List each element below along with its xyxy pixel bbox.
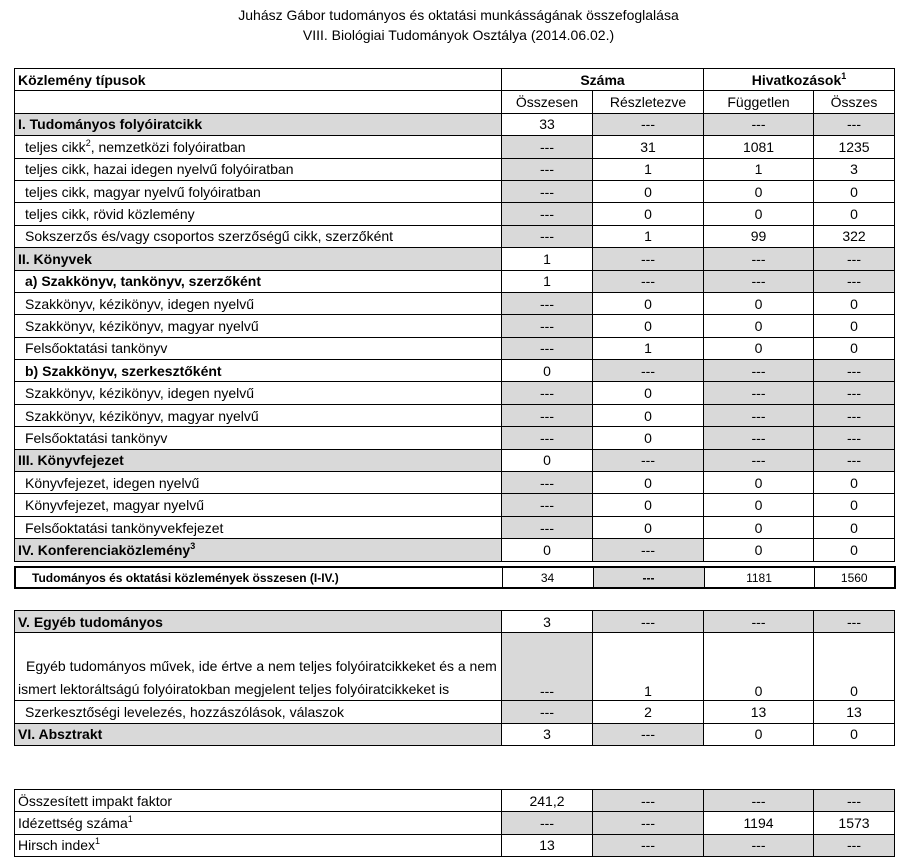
cell-osszesen: --- xyxy=(502,633,593,701)
cell-osszes: 0 xyxy=(814,539,895,561)
row-label: Felsőoktatási tankönyv xyxy=(15,427,502,449)
row-label: teljes cikk, hazai idegen nyelvű folyóiratban xyxy=(15,158,502,180)
cell-fuggetlen: 0 xyxy=(704,633,814,701)
row-label: Szakkönyv, kézikönyv, magyar nyelvű xyxy=(15,404,502,426)
summary-fuggetlen: 1181 xyxy=(704,567,814,588)
table-row xyxy=(15,270,895,292)
header-kozlemeny-tipusok: Közlemény típusok xyxy=(15,69,502,91)
row-label: Szakkönyv, kézikönyv, magyar nyelvű xyxy=(15,315,502,337)
cell-osszes: 0 xyxy=(814,516,895,538)
cell-osszesen: --- xyxy=(502,701,593,723)
row-label: II. Könyvek xyxy=(15,248,502,270)
table-row xyxy=(15,225,895,247)
cell-reszletezve: --- xyxy=(593,113,704,135)
row-label: VI. Absztrakt xyxy=(15,723,502,745)
cell-osszes: 0 xyxy=(814,723,895,745)
summary-osszes: 1560 xyxy=(814,567,895,588)
cell-osszes: --- xyxy=(814,404,895,426)
cell-fuggetlen: --- xyxy=(704,449,814,471)
cell-fuggetlen: 0 xyxy=(704,494,814,516)
cell-reszletezve: --- xyxy=(593,539,704,561)
table-row xyxy=(15,136,895,158)
row-label: V. Egyéb tudományos xyxy=(15,611,502,633)
cell-osszes: 322 xyxy=(814,225,895,247)
cell-reszletezve: 0 xyxy=(593,516,704,538)
row-label: Felsőoktatási tankönyvekfejezet xyxy=(15,516,502,538)
cell-fuggetlen: --- xyxy=(704,790,814,812)
cell-osszesen: --- xyxy=(502,427,593,449)
table-row xyxy=(15,203,895,225)
impact-table xyxy=(14,789,895,857)
cell-reszletezve: 2 xyxy=(593,701,704,723)
cell-osszes: --- xyxy=(814,248,895,270)
table-row xyxy=(15,427,895,449)
cell-fuggetlen: 1 xyxy=(704,158,814,180)
cell-osszesen: 13 xyxy=(502,834,593,856)
row-label: Hirsch index$^1$ xyxy=(15,834,502,856)
table-row xyxy=(15,315,895,337)
cell-osszesen: --- xyxy=(502,812,593,834)
row-label: Egyéb tudományos művek, ide értve a nem teljes folyóiratcikkeket és a nem ismert lektoráltságú folyóiratokban megjelent teljes folyóiratcikkeket is xyxy=(15,633,502,701)
row-label: I. Tudományos folyóiratcikk xyxy=(15,113,502,135)
cell-osszes: --- xyxy=(814,611,895,633)
cell-fuggetlen: --- xyxy=(704,360,814,382)
table-row xyxy=(15,516,895,538)
table-row xyxy=(15,449,895,471)
cell-reszletezve: --- xyxy=(593,834,704,856)
table-row xyxy=(15,337,895,359)
cell-osszes: 0 xyxy=(814,315,895,337)
header-osszes: Összes xyxy=(814,91,895,113)
cell-osszesen: --- xyxy=(502,136,593,158)
header-row-2 xyxy=(15,91,895,113)
cell-osszes: 3 xyxy=(814,158,895,180)
cell-fuggetlen: 0 xyxy=(704,203,814,225)
table-row xyxy=(15,701,895,723)
table-row xyxy=(15,539,895,561)
table-row xyxy=(15,472,895,494)
cell-osszesen: --- xyxy=(502,158,593,180)
table-row xyxy=(15,382,895,404)
cell-reszletezve: 0 xyxy=(593,203,704,225)
cell-osszesen: --- xyxy=(502,472,593,494)
cell-reszletezve: 1 xyxy=(593,158,704,180)
cell-osszesen: --- xyxy=(502,404,593,426)
cell-osszes: 0 xyxy=(814,633,895,701)
cell-fuggetlen: --- xyxy=(704,834,814,856)
main-table xyxy=(14,68,895,562)
cell-fuggetlen: --- xyxy=(704,404,814,426)
cell-osszesen: 1 xyxy=(502,270,593,292)
row-label: Szakkönyv, kézikönyv, idegen nyelvű xyxy=(15,292,502,314)
table-row xyxy=(15,834,895,856)
row-label: Szakkönyv, kézikönyv, idegen nyelvű xyxy=(15,382,502,404)
cell-reszletezve: 0 xyxy=(593,404,704,426)
cell-fuggetlen: --- xyxy=(704,113,814,135)
cell-fuggetlen: --- xyxy=(704,382,814,404)
cell-reszletezve: 0 xyxy=(593,472,704,494)
cell-osszes: 1573 xyxy=(814,812,895,834)
cell-osszesen: --- xyxy=(502,315,593,337)
row-label: Sokszerzős és/vagy csoportos szerzőségű cikk, szerzőként xyxy=(15,225,502,247)
cell-osszesen: --- xyxy=(502,494,593,516)
row-label: Könyvfejezet, magyar nyelvű xyxy=(15,494,502,516)
cell-osszes: --- xyxy=(814,427,895,449)
table-row xyxy=(15,494,895,516)
cell-osszesen: 3 xyxy=(502,611,593,633)
row-label: Szerkesztőségi levelezés, hozzászólások, válaszok xyxy=(15,701,502,723)
cell-osszesen: 0 xyxy=(502,449,593,471)
table-row xyxy=(15,723,895,745)
cell-reszletezve: --- xyxy=(593,270,704,292)
cell-osszes: --- xyxy=(814,834,895,856)
header-fuggetlen: Független xyxy=(704,91,814,113)
cell-osszesen: --- xyxy=(502,382,593,404)
row-label: teljes cikk, magyar nyelvű folyóiratban xyxy=(15,180,502,202)
cell-fuggetlen: 0 xyxy=(704,315,814,337)
cell-reszletezve: --- xyxy=(593,611,704,633)
summary-table xyxy=(14,566,896,589)
cell-fuggetlen: 0 xyxy=(704,180,814,202)
table-row xyxy=(15,633,895,701)
cell-fuggetlen: 99 xyxy=(704,225,814,247)
cell-osszesen: --- xyxy=(502,180,593,202)
table-row xyxy=(15,113,895,135)
cell-osszesen: --- xyxy=(502,337,593,359)
table-row xyxy=(15,180,895,202)
cell-osszesen: 0 xyxy=(502,360,593,382)
row-label: III. Könyvfejezet xyxy=(15,449,502,471)
cell-reszletezve: 0 xyxy=(593,494,704,516)
cell-fuggetlen: --- xyxy=(704,427,814,449)
row-label: teljes cikk, rövid közlemény xyxy=(15,203,502,225)
summary-osszesen: 34 xyxy=(502,567,593,588)
cell-fuggetlen: 13 xyxy=(704,701,814,723)
row-label: Összesített impakt faktor xyxy=(15,790,502,812)
cell-reszletezve: --- xyxy=(593,723,704,745)
cell-osszesen: --- xyxy=(502,225,593,247)
cell-osszes: 0 xyxy=(814,494,895,516)
cell-osszesen: --- xyxy=(502,203,593,225)
other-table xyxy=(14,610,895,746)
cell-fuggetlen: 0 xyxy=(704,337,814,359)
header-hivatkozasok: Hivatkozások$^1$ xyxy=(704,69,895,91)
summary-row xyxy=(15,567,895,588)
cell-osszes: --- xyxy=(814,449,895,471)
table-row xyxy=(15,248,895,270)
cell-reszletezve: 1 xyxy=(593,633,704,701)
header-row-1 xyxy=(15,69,895,91)
cell-osszes: 0 xyxy=(814,472,895,494)
cell-reszletezve: 0 xyxy=(593,180,704,202)
cell-reszletezve: --- xyxy=(593,812,704,834)
cell-osszesen: 0 xyxy=(502,539,593,561)
cell-fuggetlen: --- xyxy=(704,270,814,292)
row-label: Felsőoktatási tankönyv xyxy=(15,337,502,359)
cell-osszes: 13 xyxy=(814,701,895,723)
header-blank xyxy=(15,91,502,113)
row-label: b) Szakkönyv, szerkesztőként xyxy=(15,360,502,382)
table-row xyxy=(15,292,895,314)
cell-reszletezve: 0 xyxy=(593,427,704,449)
table-row xyxy=(15,404,895,426)
cell-reszletezve: 0 xyxy=(593,292,704,314)
header-szama: Száma xyxy=(502,69,704,91)
table-row xyxy=(15,790,895,812)
cell-fuggetlen: 0 xyxy=(704,472,814,494)
cell-fuggetlen: --- xyxy=(704,248,814,270)
row-label: teljes cikk$^2$, nemzetközi folyóiratban xyxy=(15,136,502,158)
cell-osszes: --- xyxy=(814,270,895,292)
cell-osszesen: --- xyxy=(502,292,593,314)
cell-reszletezve: 1 xyxy=(593,225,704,247)
cell-osszes: --- xyxy=(814,382,895,404)
cell-osszes: 0 xyxy=(814,337,895,359)
cell-fuggetlen: 0 xyxy=(704,292,814,314)
table-row xyxy=(15,158,895,180)
cell-osszes: --- xyxy=(814,790,895,812)
cell-reszletezve: --- xyxy=(593,790,704,812)
cell-osszes: 0 xyxy=(814,203,895,225)
table-row xyxy=(15,360,895,382)
cell-reszletezve: --- xyxy=(593,449,704,471)
cell-osszes: 0 xyxy=(814,180,895,202)
summary-label: Tudományos és oktatási közlemények összesen (I-IV.) xyxy=(15,567,502,588)
cell-osszesen: --- xyxy=(502,516,593,538)
cell-osszesen: 1 xyxy=(502,248,593,270)
cell-osszesen: 33 xyxy=(502,113,593,135)
row-label: Idézettség száma$^1$ xyxy=(15,812,502,834)
table-row xyxy=(15,611,895,633)
cell-reszletezve: 1 xyxy=(593,337,704,359)
document-title: Juhász Gábor tudományos és oktatási munkásságának összefoglalása xyxy=(238,7,679,23)
row-label: Könyvfejezet, idegen nyelvű xyxy=(15,472,502,494)
cell-osszes: --- xyxy=(814,360,895,382)
document-subtitle: VIII. Biológiai Tudományok Osztálya (2014.06.02.) xyxy=(302,27,615,43)
summary-reszletezve: --- xyxy=(593,567,704,588)
cell-osszes: 0 xyxy=(814,292,895,314)
header-osszesen: Összesen xyxy=(502,91,593,113)
cell-fuggetlen: --- xyxy=(704,611,814,633)
table-row xyxy=(15,812,895,834)
cell-fuggetlen: 0 xyxy=(704,516,814,538)
cell-fuggetlen: 0 xyxy=(704,539,814,561)
cell-osszesen: 241,2 xyxy=(502,790,593,812)
row-label: IV. Konferenciaközlemény$^3$ xyxy=(15,539,502,561)
cell-reszletezve: 31 xyxy=(593,136,704,158)
header-reszletezve: Részletezve xyxy=(593,91,704,113)
cell-fuggetlen: 1081 xyxy=(704,136,814,158)
row-label: a) Szakkönyv, tankönyv, szerzőként xyxy=(15,270,502,292)
cell-reszletezve: --- xyxy=(593,360,704,382)
cell-fuggetlen: 1194 xyxy=(704,812,814,834)
cell-osszes: --- xyxy=(814,113,895,135)
cell-reszletezve: 0 xyxy=(593,382,704,404)
cell-reszletezve: --- xyxy=(593,248,704,270)
cell-osszes: 1235 xyxy=(814,136,895,158)
cell-reszletezve: 0 xyxy=(593,315,704,337)
cell-fuggetlen: 0 xyxy=(704,723,814,745)
cell-osszesen: 3 xyxy=(502,723,593,745)
